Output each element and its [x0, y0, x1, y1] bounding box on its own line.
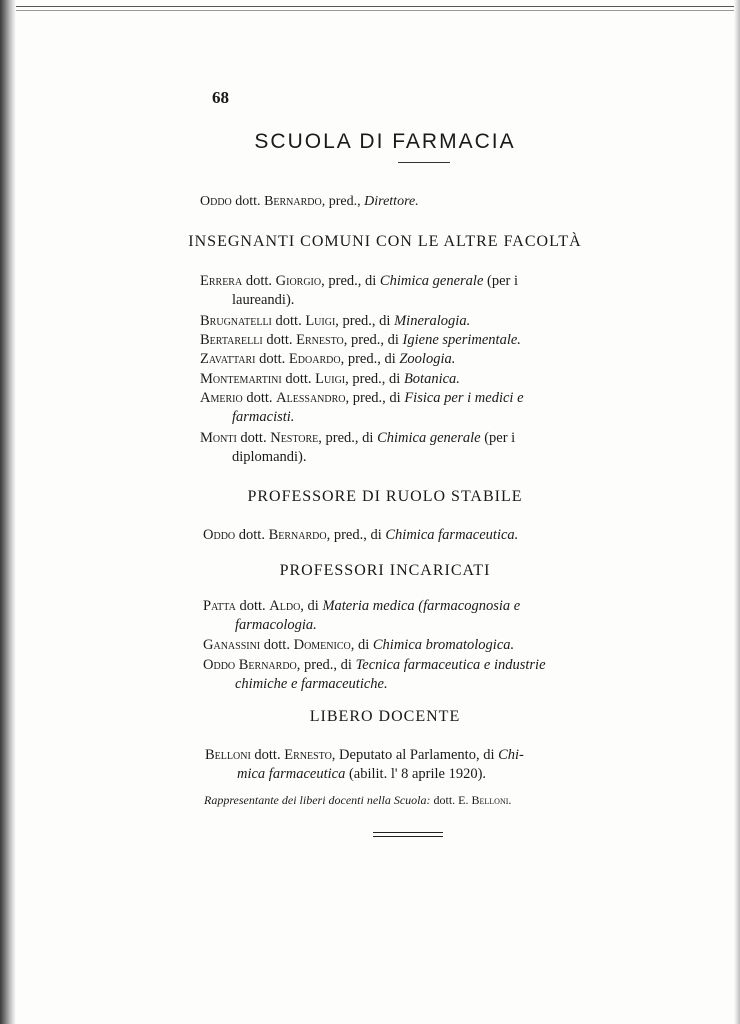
section-heading-common-teachers: INSEGNANTI COMUNI CON LE ALTRE FACOLTÀ: [188, 233, 582, 250]
entry-tail: (abilit. l' 8 aprile 1920).: [345, 766, 487, 782]
entry-surname: Belloni: [205, 747, 251, 763]
list-item: [200, 429, 640, 467]
director-role: , pred.,: [321, 194, 365, 209]
entry-surname: Patta: [203, 598, 236, 614]
entry-subject: Chimica bromatologica.: [372, 637, 515, 653]
list-item: [200, 312, 640, 331]
entry-given-name: Luigi: [305, 313, 336, 329]
entry-title: dott.: [242, 390, 277, 406]
entry-role: , pred., di: [343, 332, 403, 348]
entry-surname: Oddo: [203, 657, 236, 673]
list-item: [200, 370, 640, 389]
entry-continuation: diplomandi).: [232, 449, 307, 465]
entry-given-name: Ernesto: [296, 332, 344, 348]
entry-role: , pred., di: [345, 371, 404, 387]
title-divider: [398, 162, 450, 163]
entry-title: dott.: [235, 527, 269, 543]
entry-given-name: Giorgio: [275, 273, 322, 289]
page-title: SCUOLA DI FARMACIA: [254, 130, 516, 153]
section-heading-free-lecturer: LIBERO DOCENTE: [309, 708, 461, 725]
entry-title: dott.: [262, 332, 297, 348]
entry-tail: (per i: [480, 430, 516, 446]
entry-role: , pred., di: [296, 657, 356, 673]
director-line: [200, 194, 419, 210]
list-item: [205, 746, 645, 784]
director-given-name: Bernardo: [264, 194, 322, 209]
entry-given-name: Bernardo: [268, 527, 327, 543]
entry-given-name: Luigi: [315, 371, 346, 387]
footnote-title: dott.: [430, 793, 459, 807]
entry-title: dott.: [281, 371, 316, 387]
entry-subject: Chimica generale: [377, 430, 481, 446]
entry-role: , Deputato al Parlamento, di: [331, 747, 499, 763]
footnote-label: Rappresentante dei liberi docenti nella Scuola:: [204, 793, 431, 807]
entry-subject: Chimica generale: [379, 273, 484, 289]
entry-given-name: Edoardo: [288, 351, 341, 367]
entry-title: dott.: [255, 351, 289, 367]
director-position: Direttore.: [364, 194, 419, 209]
list-item: [200, 331, 640, 350]
entry-given-name: Alessandro: [276, 390, 346, 406]
entry-given-name: Aldo: [269, 598, 301, 614]
entry-subject: Zoologia.: [399, 351, 456, 367]
entry-given-name: Nestore: [270, 430, 319, 446]
entry-title: dott.: [271, 313, 306, 329]
entry-title: dott.: [260, 637, 294, 653]
entry-subject-continuation: mica farmaceutica: [237, 766, 346, 782]
footnote-name: E. Belloni.: [458, 793, 512, 807]
director-surname: Oddo: [200, 194, 232, 209]
entry-surname: Zavattari: [200, 351, 256, 367]
entry-surname: Brugnatelli: [200, 313, 272, 329]
entry-continuation: laureandi).: [232, 292, 295, 308]
entry-role: , pred., di: [321, 273, 380, 289]
section-heading-adjunct: PROFESSORI INCARICATI: [279, 562, 491, 579]
entry-surname: Amerio: [200, 390, 243, 406]
list-item: [203, 636, 643, 655]
entry-continuation: farmacisti.: [232, 409, 295, 425]
entry-title: dott.: [235, 598, 270, 614]
entry-continuation: farmacologia.: [235, 617, 317, 633]
entry-subject: Mineralogia.: [394, 313, 471, 329]
entry-role: , di: [300, 598, 323, 614]
entry-title: dott.: [236, 430, 271, 446]
list-item: [200, 389, 640, 427]
section-heading-tenured: PROFESSORE DI RUOLO STABILE: [247, 488, 523, 505]
entry-continuation: chimiche e farmaceutiche.: [235, 676, 388, 692]
footnote: [204, 793, 644, 808]
entry-surname: Montemartini: [200, 371, 282, 387]
entry-given-name: Domenico: [293, 637, 351, 653]
entry-role: , pred., di: [318, 430, 378, 446]
page-number: 68: [212, 88, 229, 107]
entry-role: , pred., di: [326, 527, 386, 543]
entry-tail: (per i: [483, 273, 519, 289]
list-item: [200, 272, 640, 310]
entry-surname: Ganassini: [203, 637, 261, 653]
list-item: [200, 350, 640, 369]
list-item: [203, 656, 643, 694]
entry-subject: Botanica.: [403, 371, 460, 387]
entry-role: , pred., di: [335, 313, 395, 329]
entry-surname: Monti: [200, 430, 237, 446]
entry-title: dott.: [242, 273, 276, 289]
entry-role: , pred., di: [340, 351, 400, 367]
entry-subject: Chi-: [498, 747, 524, 763]
entry-title: dott.: [250, 747, 285, 763]
entry-surname: Oddo: [203, 527, 236, 543]
entry-role: , pred., di: [345, 390, 405, 406]
entry-given-name: Ernesto: [284, 747, 332, 763]
list-item: [203, 597, 643, 635]
director-title: dott.: [235, 194, 261, 209]
page-top-edge: [16, 6, 740, 11]
closing-double-rule: [373, 832, 443, 837]
entry-subject: Chimica farmaceutica.: [385, 527, 519, 543]
entry-subject: Igiene sperimentale.: [402, 332, 521, 348]
list-item: [203, 526, 643, 545]
entry-subject: Fisica per i medici e: [404, 390, 524, 406]
entry-surname: Errera: [200, 273, 243, 289]
entry-surname: Bertarelli: [200, 332, 263, 348]
entry-subject: Materia medica (farmacognosia e: [322, 598, 521, 614]
entry-given-name: Bernardo: [238, 657, 297, 673]
entry-subject: Tecnica farmaceutica e industrie: [355, 657, 546, 673]
entry-role: , di: [350, 637, 373, 653]
